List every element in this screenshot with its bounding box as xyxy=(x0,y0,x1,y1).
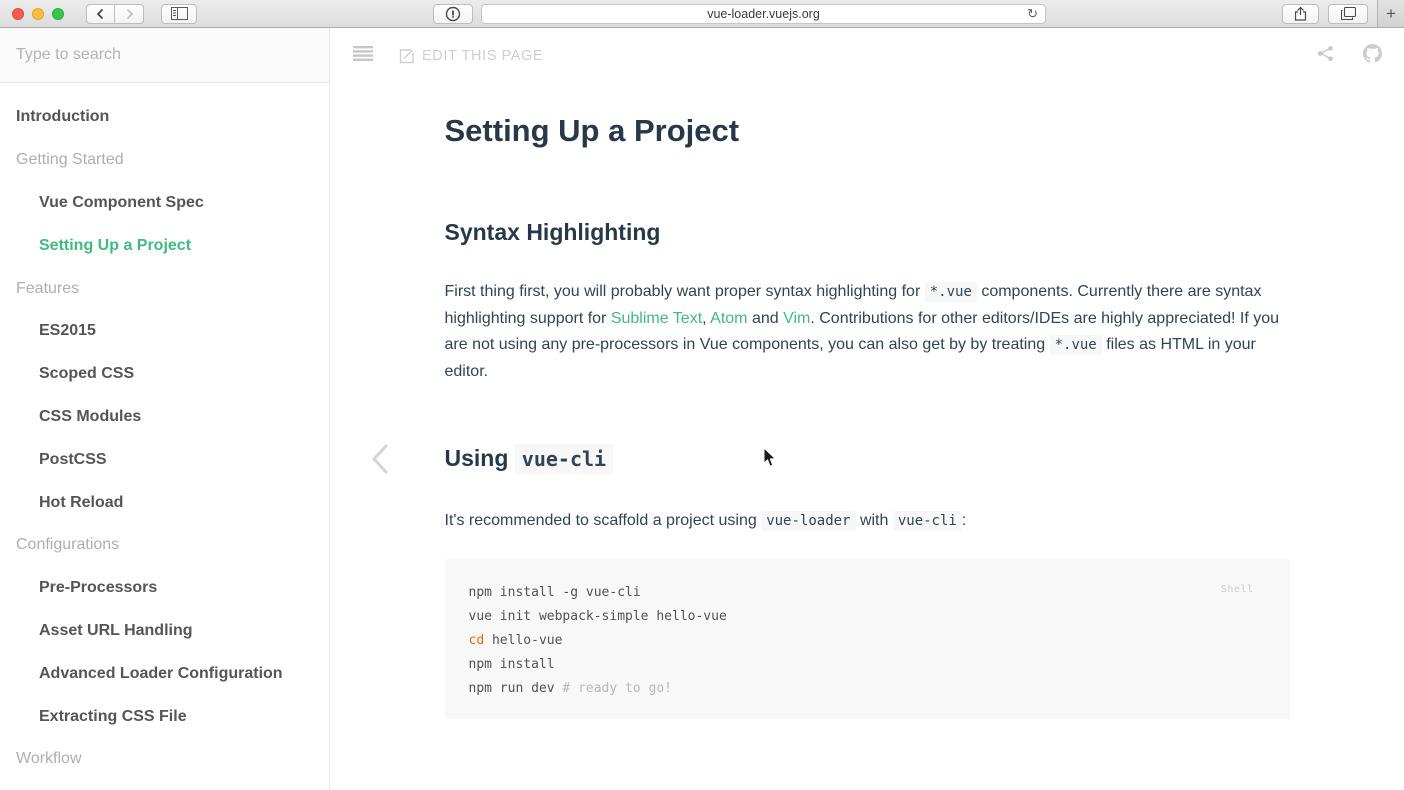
window-controls xyxy=(12,8,64,20)
tab-overview-button[interactable] xyxy=(1328,4,1368,24)
sidebar-icon xyxy=(171,7,188,20)
sidebar-item-vue-component-spec[interactable]: Vue Component Spec xyxy=(39,193,204,211)
heading-using-vue-cli xyxy=(445,445,1290,472)
link-atom[interactable]: Atom xyxy=(710,309,748,327)
page-title: Setting Up a Project xyxy=(444,113,740,148)
code-line xyxy=(469,677,1266,701)
inline-code-vue-cli: vue-cli xyxy=(893,511,962,531)
sidebar-item-hot-reload[interactable]: Hot Reload xyxy=(39,493,124,511)
inline-code-vue-ext: *.vue xyxy=(1050,335,1102,355)
password-extension-button[interactable] xyxy=(433,4,473,24)
doc-toolbar xyxy=(330,28,1404,83)
plus-icon: + xyxy=(1386,3,1396,23)
browser-chrome xyxy=(0,0,1404,28)
sidebar-item-pre-processors[interactable]: Pre-Processors xyxy=(39,579,158,597)
sidebar-section-getting-started: Getting Started xyxy=(16,151,124,169)
heading-syntax-highlighting: Syntax Highlighting xyxy=(444,219,661,245)
sidebar-item-advanced-loader-configuration[interactable]: Advanced Loader Configuration xyxy=(39,664,283,682)
sidebar-item-es2015[interactable]: ES2015 xyxy=(39,322,96,340)
paragraph-syntax-highlighting xyxy=(445,279,1290,385)
previous-page-button[interactable] xyxy=(368,442,392,481)
share-icon xyxy=(1294,6,1307,21)
edit-this-page-link[interactable] xyxy=(399,48,543,64)
text-segment: and xyxy=(747,309,784,327)
code-keyword: cd xyxy=(468,632,485,648)
onepassword-icon xyxy=(445,6,461,22)
sidebar-item-setting-up-a-project[interactable]: Setting Up a Project xyxy=(39,236,192,254)
url-text: vue-loader.vuejs.org xyxy=(707,6,820,21)
back-icon xyxy=(95,8,107,20)
forward-button[interactable] xyxy=(115,4,144,24)
text-segment: , xyxy=(702,309,711,327)
zoom-window-button[interactable] xyxy=(52,8,64,20)
app-window xyxy=(0,28,1404,790)
sidebar-nav xyxy=(0,83,329,781)
history-nav xyxy=(86,4,144,24)
text-segment: with xyxy=(855,512,893,529)
edit-this-page-label: EDIT THIS PAGE xyxy=(422,47,544,64)
link-sublime-text[interactable]: Sublime Text xyxy=(610,309,703,327)
doc-page xyxy=(445,113,1290,719)
text-segment: : xyxy=(961,512,967,529)
heading-text: Using xyxy=(444,445,515,471)
code-text: hello-vue xyxy=(484,632,563,648)
code-line xyxy=(469,629,1266,653)
sidebar-item-css-modules[interactable]: CSS Modules xyxy=(39,407,142,425)
link-vim[interactable]: Vim xyxy=(783,309,811,327)
sidebar-item-asset-url-handling[interactable]: Asset URL Handling xyxy=(39,621,193,639)
minimize-window-button[interactable] xyxy=(32,8,44,20)
reload-icon[interactable]: ↻ xyxy=(1027,5,1038,21)
inline-code-vue-ext: *.vue xyxy=(925,282,977,302)
share-page-button[interactable] xyxy=(1282,4,1319,24)
search-box xyxy=(0,28,329,83)
menu-icon[interactable] xyxy=(353,46,373,66)
sidebar-item-scoped-css[interactable]: Scoped CSS xyxy=(39,365,135,383)
github-icon[interactable] xyxy=(1363,44,1382,68)
docs-sidebar xyxy=(0,28,330,790)
code-block-shell xyxy=(445,559,1290,719)
code-text: npm run dev xyxy=(468,680,563,696)
code-line: npm install xyxy=(468,656,555,672)
paragraph-vue-cli xyxy=(445,508,1290,535)
text-segment: . Contributions for other editors/IDEs are highly appreciated! If you are not using any pre-processors in Vue components, you can also get by by treating xyxy=(444,309,1280,353)
text-segment: files as HTML in your editor. xyxy=(444,336,1256,380)
inline-code-vue-cli: vue-cli xyxy=(515,444,613,474)
share-nodes-icon[interactable] xyxy=(1317,45,1334,67)
sidebar-item-extracting-css-file[interactable]: Extracting CSS File xyxy=(39,707,187,725)
edit-pencil-icon xyxy=(399,48,415,64)
code-line: vue init webpack-simple hello-vue xyxy=(468,608,727,624)
sidebar-item-postcss[interactable]: PostCSS xyxy=(39,450,107,468)
text-segment: components. Currently there are syntax highlighting support for xyxy=(444,283,1262,327)
search-input[interactable] xyxy=(16,46,313,64)
inline-code-vue-loader: vue-loader xyxy=(761,511,855,531)
sidebar-section-workflow: Workflow xyxy=(16,750,82,768)
new-tab-button[interactable] xyxy=(1377,0,1404,27)
docs-main xyxy=(330,28,1404,790)
toggle-browser-sidebar-button[interactable] xyxy=(161,4,197,24)
forward-icon xyxy=(123,8,135,20)
code-comment: # ready to go! xyxy=(562,680,672,696)
back-button[interactable] xyxy=(86,4,115,24)
chevron-left-icon xyxy=(368,442,392,476)
code-language-label: Shell xyxy=(1220,583,1254,595)
sidebar-section-features: Features xyxy=(16,279,80,297)
code-line: npm install -g vue-cli xyxy=(468,584,641,600)
text-segment: First thing first, you will probably want proper syntax highlighting for xyxy=(444,283,925,300)
address-bar[interactable] xyxy=(481,4,1046,24)
sidebar-item-introduction[interactable]: Introduction xyxy=(16,108,110,126)
text-segment: It's recommended to scaffold a project using xyxy=(444,512,762,529)
close-window-button[interactable] xyxy=(12,8,24,20)
tabs-icon xyxy=(1341,7,1356,20)
sidebar-section-configurations: Configurations xyxy=(16,536,120,554)
